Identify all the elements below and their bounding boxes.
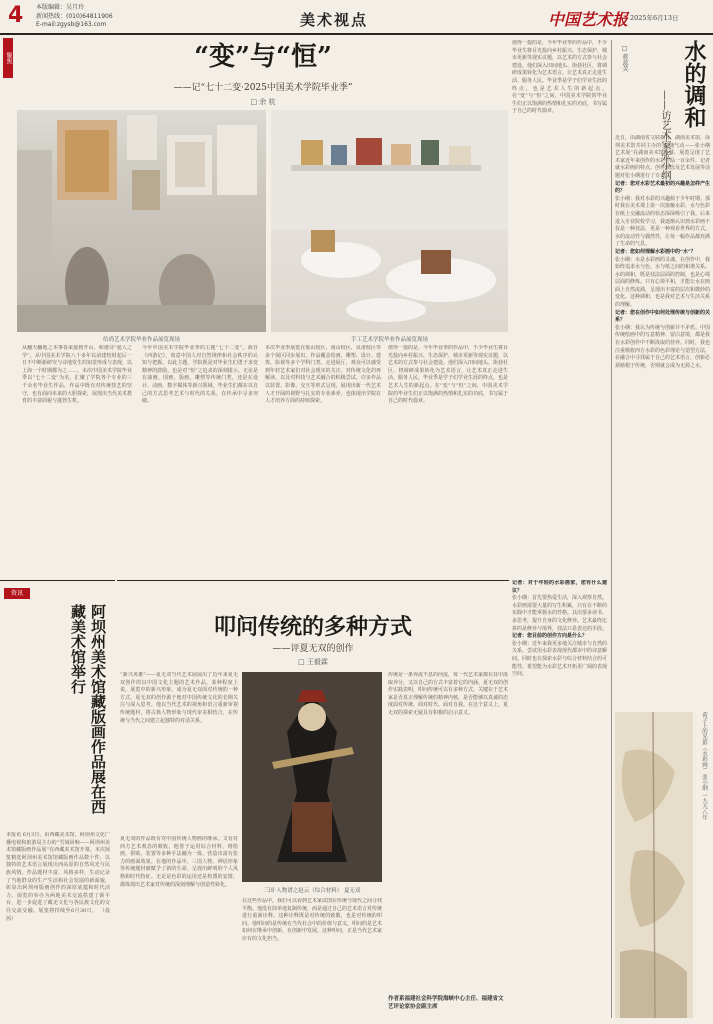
- paper-name: 中国艺术报: [548, 10, 629, 29]
- article1-col-1: 从翻天翻地之本事春来接到开山，和谐诗“通人之学”。从中国美术学院八十多年以前建校时起后一日不中断新研究与诗地发生的知觉形成与表现，以上海一个时期都为之……，本次中国美术学院毕业季以“七十二变”为名，汇聚了学院各个专业的三千余名毕业生作品。作品中既有对传统技艺的坚守，也有面向未来的大胆探索，展现出当代美术教育的丰富面貌与蓬勃生机。: [22, 345, 132, 405]
- exhibition-photo-1: [17, 110, 266, 332]
- article2-author-note: 作者系福建社会科学院海峡中心主任、福建省文艺评论家协会副主席: [388, 996, 504, 1010]
- article1-title: “变”与“恒”: [194, 42, 332, 72]
- interview-col-a: 近日，由湖南省文联指导，湖南美术馆、深圳美术馆共同主办的“韵随气动——张小纲艺术展”在湖南美术馆开幕，展览呈现了艺术家近年来创作的水彩作品一百余件。记者就水彩画的特点、创作理念及艺术发展等话题对张小纲进行了专访。 记者：您对水彩艺术最初的兴趣是怎样产生的？ 张小纲：我对水彩的兴趣源于少年时期。那时我在美术课上第一次接触水彩，水与色彩在纸上交融流动的状态深深吸引了我。后来进入专业院校学习，我逐渐认识到水彩画不仅是一种技法，更是一种观看世界的方式。水的流动性与偶然性，让每一幅作品都充满了生命的气息。 记者：您如何理解水彩画中的“水”？ 张小纲：水是水彩画的灵魂。在创作中，我始终追求水与色、水与纸之间的和谐关系。水的调和，既是技法层面的控制，也是心境层面的修炼。只有心境平和，才能让水在画面上自然流淌，呈现出丰富的层次和微妙的变化。这种调和，也是我对艺术与生活关系的理解。 记者：您在创作中如何处理传统与创新的关系？ 张小纲：我认为传统与创新并不矛盾。中国传统绘画中的写意精神、留白意境，都是我在水彩创作中不断汲取的营养。同时，我也注重吸收西方水彩的色彩理论与造型方法，在融合中寻找属于自己的艺术语言。创新必须植根于传统，否则就会成为无源之水。: [615, 135, 710, 369]
- meta-email: E-mail:zgysb@163.com: [36, 21, 107, 28]
- issue-date: 2025年6月13日: [630, 14, 679, 22]
- meta-hotline: 新闻热线：(010)64811906: [36, 12, 113, 20]
- masthead-meta: [36, 4, 113, 30]
- interview-title: 水的调和: [681, 40, 707, 128]
- article2-col-1: “新兴英雄”——夏无双当代艺术展展出了近年来夏无双创作的以中国文化主题的艺术作品，某种程度上说，展览中的新兴形象，成为夏无双面对传统的一种方式。夏无双的创作源于他对中国传统文化的长期关注与深入思考。他以当代艺术的视角和语言重新审视传统题材，将古典人物形象与现代审美相结合，在传统与当代之间建立起独特的对话关系。: [120, 672, 238, 724]
- brief-tag: 资讯: [4, 588, 30, 599]
- article1-col-3: 本次毕业季展览在象山校区、南山校区、良渚校区等多个展区同步展出，作品覆盖绘画、雕塑、设计、建筑、影视等多个学科门类。走进展厅，观众可以感受到年轻艺术家们对社会现实的关注，对传统文化的再解读，以及对科技与艺术融合的积极尝试。许多作品以装置、影像、交互等形式呈现，展现出新一代艺术人才开阔的视野与扎实的专业素养，也体现出学院在人才培养方面的持续探索。: [265, 345, 381, 405]
- photo-1-caption: 给尚艺术学院毕业作品展览现场: [102, 337, 180, 343]
- article2-col-4: 传统是一条奔流不息的河流，每一代艺术家都在其中汲取养分，又以自己的方式丰富着它的内涵。夏无双的创作实践表明，叩问传统可以有多种方式，关键在于艺术家是否真正理解传统的精神内核，是否能够以真诚的态度面对传统、面对时代、面对自我。在这个意义上，夏无双的探索无疑具有积极的启示意义。: [388, 672, 508, 716]
- brief-title: 阿坝州美术馆藏版画作品展在西藏美术馆举行: [69, 604, 107, 814]
- article1-col-2: 今年中国美术学院毕业季的主题“七十二变”，源自《西游记》，寓意中国人对自然规律和社会秩序的认知与把握。以此主题，学院既是对毕业生们勇于求变精神的鼓励，也是对“恒”之追求的深刻提示。无论是在油画、国画、版画、雕塑等传统门类，还是在设计、动画、数字媒体等新兴领域，毕业生们都在以自己的方式思考艺术与时代的关系，在传承中寻求突破。: [142, 345, 258, 405]
- page-number: 4: [8, 3, 24, 28]
- watercolor-scene: [615, 712, 693, 1018]
- author-box-icon: □: [250, 98, 260, 106]
- artwork-caption: 三国·人物谱之赵云（综合材料） 夏无双: [263, 888, 361, 894]
- artwork-zhaoyun: [242, 672, 382, 882]
- article2-col-3: 在这些作品中，我们可以看到艺术家试图在传统与现代之间寻找平衡。他没有简单地复制传统，而是通过自己的艺术语言对传统进行重新诠释。这种诠释既是对传统的致敬，也是对传统的叩问。他叩问的是传统在当代社会中的价值与意义，叩问的是艺术如何在继承中创新、在创新中发展。这种叩问，正是当代艺术家应有的文化担当。: [242, 898, 382, 942]
- photo-1-scene: [17, 110, 266, 332]
- article2-col-2: 夏无双的作品既有对中国传统人物画的继承，又有对西方艺术观念的吸收。他善于运用综合材料，将绘画、拼贴、装置等多种手法融为一体，营造出富有张力的画面效果。在他的作品中，三国人物、神话形象等传统题材被赋予了新的生命，呈现出鲜明的个人风格和时代特征。无论是色彩的运用还是构图的安排，都体现出艺术家对传统的深刻理解与创造性转化。: [120, 836, 238, 888]
- article1-col-5: 值得一提的是，今年毕业季的作品中，不少毕业生将目光投向乡村振兴、生态保护、城市更新等现实议题，以艺术的方式参与社会建设。他们深入田间地头、街巷社区，将调研成果转化为艺术语言，让艺术真正走进生活、服务人民。毕业季是学子们学业生涯的终点，也是艺术人生的新起点。在“变”与“恒”之间，中国美术学院的毕业生们正以饱满的热情和扎实的功底，书写属于自己的时代篇章。: [512, 40, 607, 115]
- interview-col-b: 记者：对于年轻的水彩画家，您有什么建议？ 张小纲：首先要热爱生活，深入观察自然。水彩画需要大量的写生积累，只有在不断的实践中才能掌握水的性格。其次要多读书、多思考，提升自身的文化修养。艺术最终比拼的是修养与境界，技法只是表达的手段。 记者：您目前的创作方向是什么？ 张小纲：近年来我更多地关注城市与自然的关系，尝试用水彩表现现代都市中的诗意瞬间。同时也在探索水彩与综合材料结合的可能性，希望能为水彩艺术开拓更广阔的表现空间。: [512, 580, 607, 678]
- brief-body: 本报讯 6月3日，由西藏美术馆、阿坝州文化广播电视和旅游局主办的“雪域回响——阿坝州美术馆藏版画作品展”在西藏美术馆开幕。本次展览精选阿坝州美术馆馆藏版画作品数十件，以独特的艺术语言展现川西高原的自然风光与民族风情。作品题材丰富、风格多样，生动记录了当地群众的生产生活和社会发展的新面貌，彰显出阿坝州版画创作的深厚底蕴和时代活力。展览的举办为两地美术交流搭建了新平台，进一步促进了藏羌文化与各民族文化的交往交流交融。展览将持续至6月30日。 （晨 茜）: [6, 832, 110, 922]
- focus-tag: 聚焦: [3, 38, 13, 78]
- section-title: 美术视点: [300, 11, 369, 29]
- masthead: [0, 0, 713, 34]
- interview-subtitle: ——访艺术家张小纲: [659, 90, 670, 180]
- meta-editor: 本版编辑：吴月玲: [36, 4, 85, 11]
- photo-2-caption: 手工艺术学院毕业作品展览现场: [350, 337, 428, 343]
- article1-author: □ 余 杭: [250, 98, 276, 106]
- watercolor-caption: 荷子上的光影（水彩画） 张小纲 一九九八年: [701, 712, 707, 820]
- article2-title: 叩问传统的多种方式: [213, 614, 412, 640]
- author-box-icon-2: □: [298, 658, 307, 666]
- article1-subtitle: ——记“七十二变·2025中国美术学院毕业季”: [173, 83, 353, 93]
- photo-2-scene: [271, 110, 508, 332]
- artwork-figure: [242, 672, 382, 882]
- interview-reporter: □ 蒋蕊芙: [621, 45, 628, 72]
- watercolor-painting: [615, 712, 693, 1018]
- article1-col-4: 值得一提的是，今年毕业季的作品中，不少毕业生将目光投向乡村振兴、生态保护、城市更新等现实议题，以艺术的方式参与社会建设。他们深入田间地头、街巷社区，将调研成果转化为艺术语言，让艺术真正走进生活、服务人民。毕业季是学子们学业生涯的终点，也是艺术人生的新起点。在“变”与“恒”之间，中国美术学院的毕业生们正以饱满的热情和扎实的功底，书写属于自己的时代篇章。: [388, 345, 508, 405]
- article2-subtitle: ——评夏无双的创作: [272, 644, 354, 654]
- article2-author: □ 王毅霖: [298, 658, 328, 666]
- reporter-box-icon: □: [621, 45, 628, 54]
- exhibition-photo-2: [271, 110, 508, 332]
